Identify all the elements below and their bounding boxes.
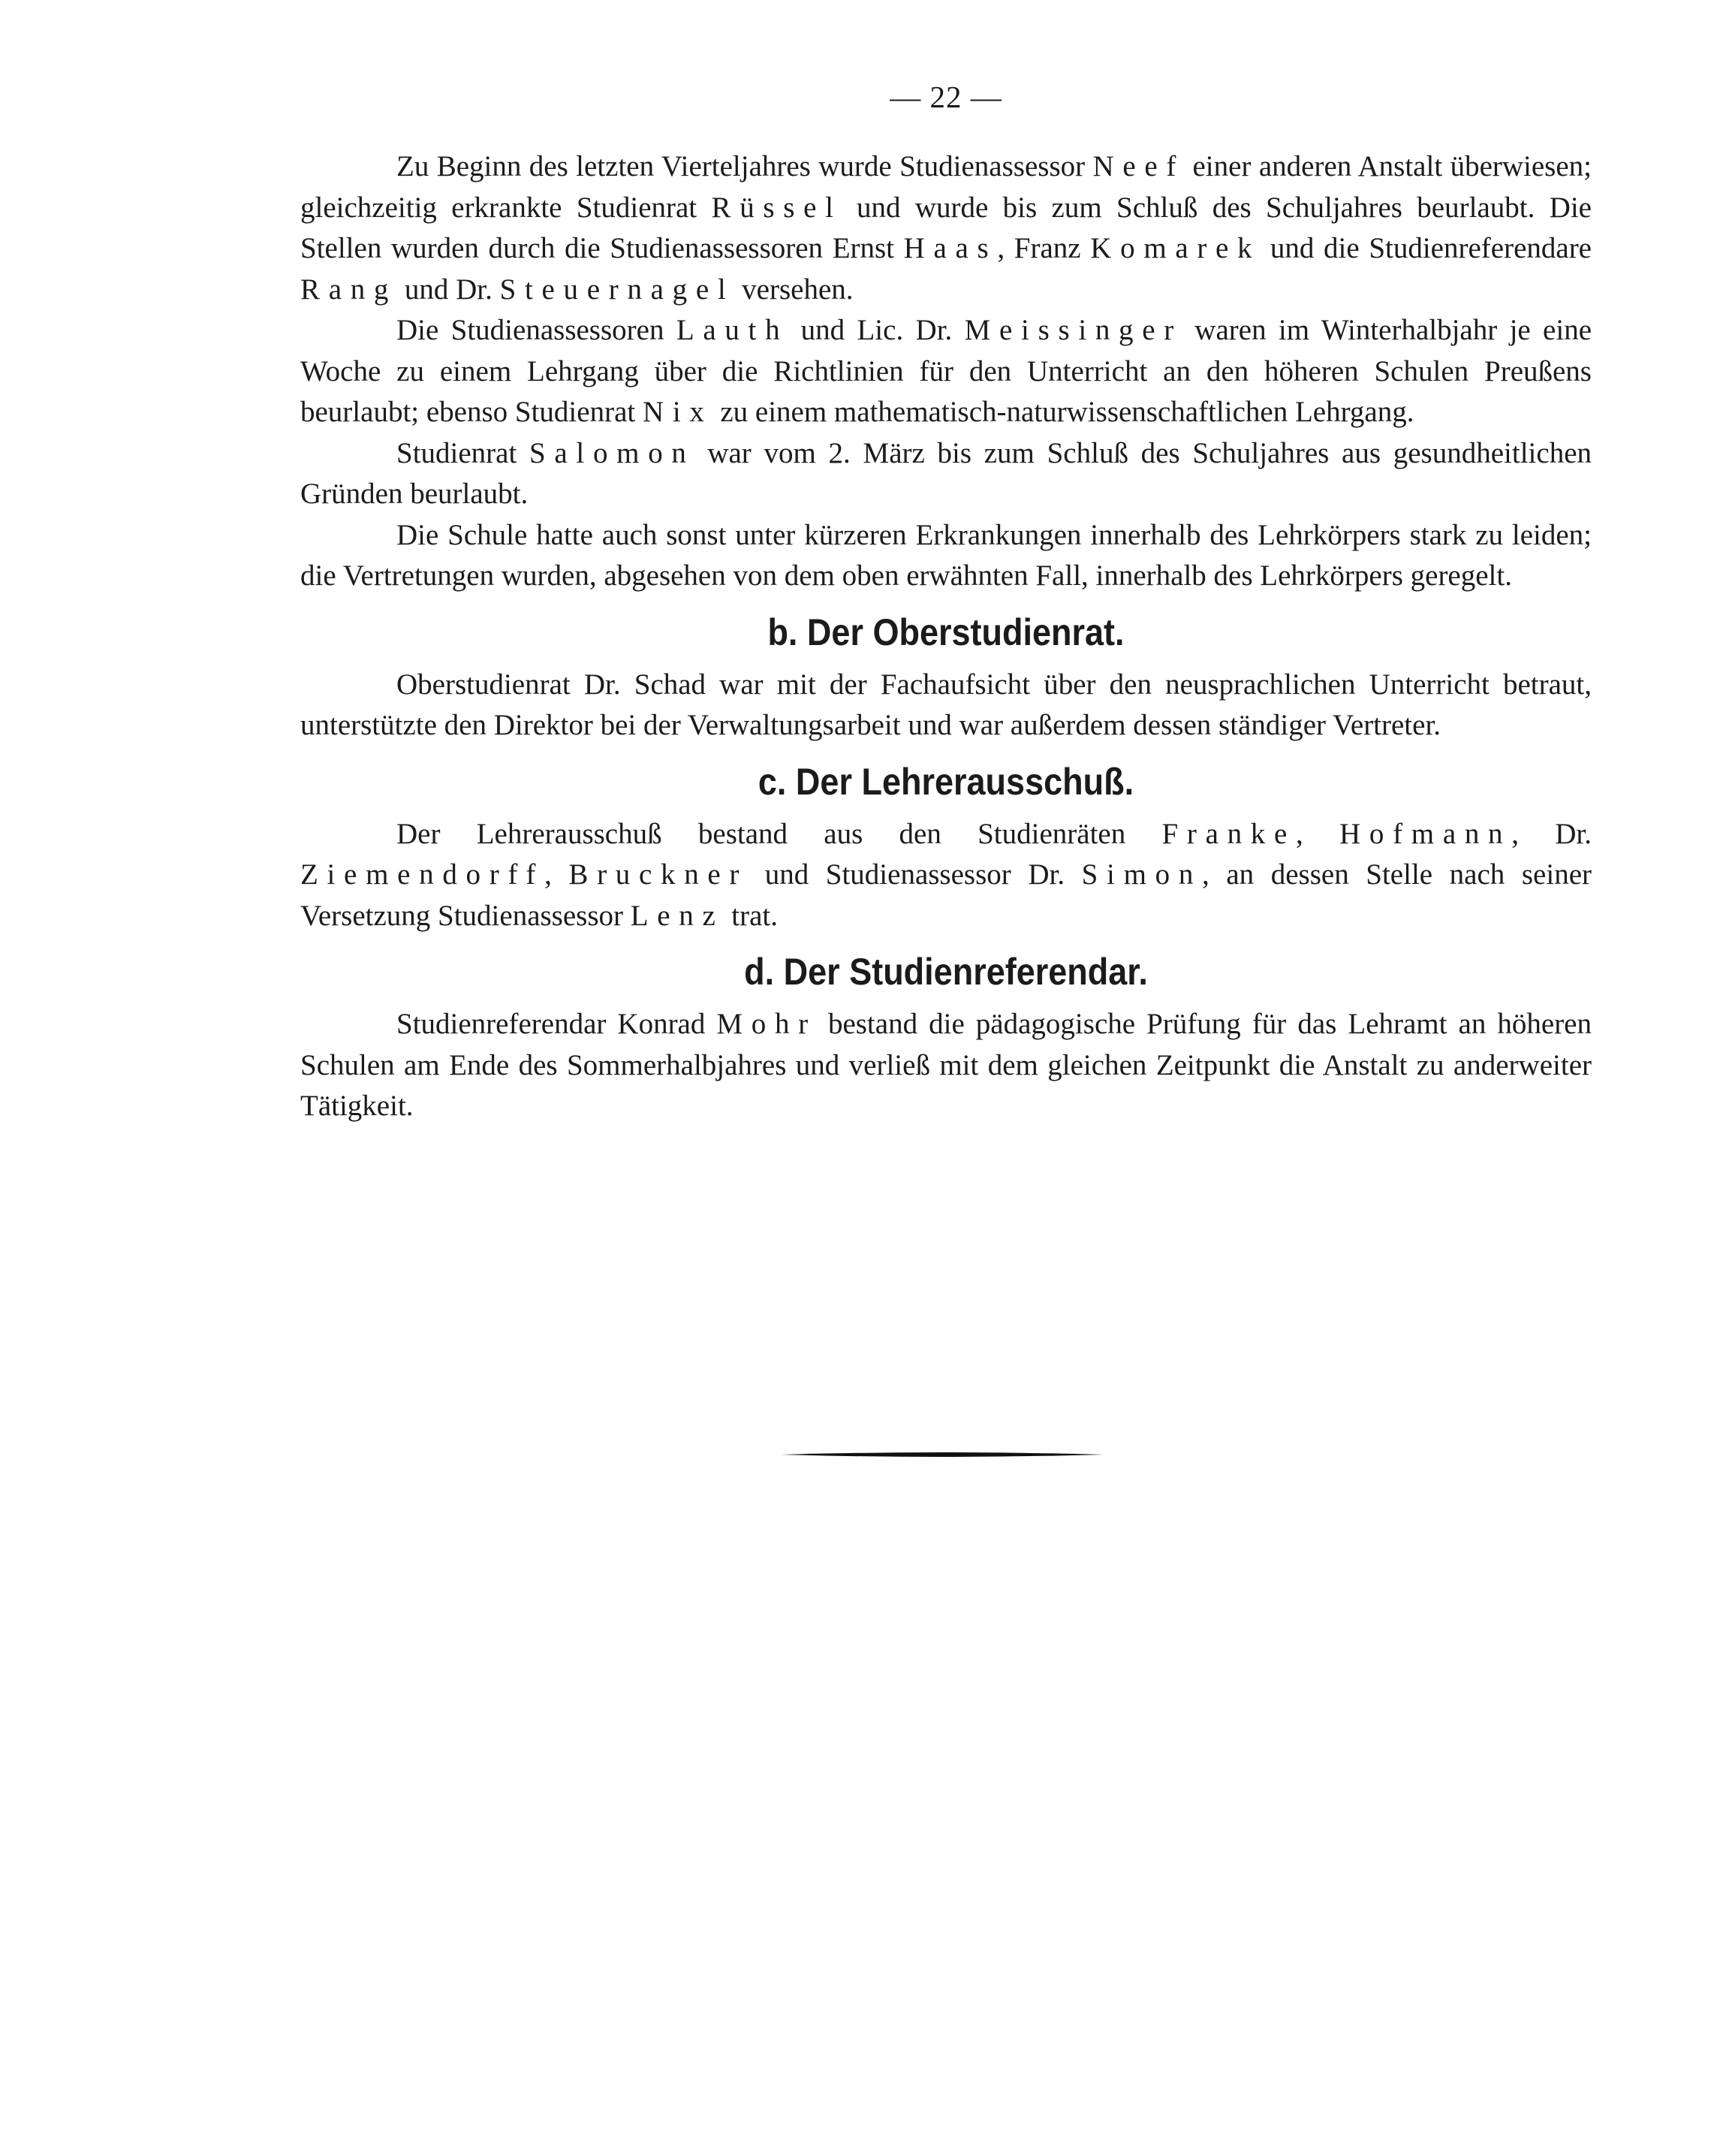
spaced-name: Simon xyxy=(1081,858,1203,891)
spaced-name: Haas xyxy=(903,232,998,264)
paragraph-oberstudienrat xyxy=(300,665,1592,746)
paragraph-studienreferendar xyxy=(300,1004,1592,1127)
page-number: — 22 — xyxy=(890,80,1002,114)
text-run: waren im Winterhalbjahr je eine Woche zu einem Lehrgang über die Richtlinien für den Unterricht an den höheren Schulen Preußens beurlaubt; ebenso Studienrat xyxy=(300,314,1592,428)
spaced-name: Meissinger xyxy=(964,314,1182,346)
spaced-name: Rüssel xyxy=(711,191,842,224)
text-run: einer anderen Anstalt überwiesen; gleichzeitig erkrankte Studienrat xyxy=(300,150,1592,224)
spaced-name: Bruckner xyxy=(568,858,749,891)
text-run: versehen. xyxy=(734,273,854,306)
spaced-name: Ziemendorff xyxy=(300,858,545,891)
paragraph-staff-changes xyxy=(300,146,1592,310)
text-run: , Franz xyxy=(997,232,1091,264)
spaced-name: Salomon xyxy=(529,436,695,469)
text-run: und Lic. Dr. xyxy=(788,314,965,346)
spaced-name: Lenz xyxy=(630,899,724,932)
spaced-name: Nix xyxy=(642,396,713,428)
text-run: Der Lehrerausschuß bestand aus den Studienräten xyxy=(396,817,1162,850)
text-run: und wurde bis zum Schluß des Schuljahres beurlaubt. Die Stellen wurden durch die Studienassessoren Ernst xyxy=(300,191,1592,264)
heading-studienreferendar: d. Der Studienreferendar. xyxy=(744,951,1148,993)
spaced-name: Komarek xyxy=(1090,232,1261,264)
spaced-name: Hofmann xyxy=(1339,817,1512,850)
text-run: und Dr. xyxy=(397,273,500,306)
spaced-name: Neef xyxy=(1092,150,1185,182)
text-run: , Dr. xyxy=(1511,817,1592,850)
text-run: Die Schule hatte auch sonst unter kürzeren Erkrankungen innerhalb des Lehrkörpers stark zu leiden; die Vertretungen wurden, abgesehen von dem oben erwähnten Fall, innerhalb des Lehrkörpers geregelt. xyxy=(300,518,1592,592)
text-run: , xyxy=(1296,817,1340,850)
text-run: Studienreferendar Konrad xyxy=(396,1008,717,1040)
page-content xyxy=(300,79,1592,1127)
text-run: zu einem mathematisch-naturwissenschaftlichen Lehrgang. xyxy=(712,396,1414,428)
section-end-rule xyxy=(781,1451,1104,1458)
text-run: und Studienassessor Dr. xyxy=(748,858,1082,891)
heading-lehrerausschuss: c. Der Lehrerausschuß. xyxy=(758,760,1134,803)
text-run: Oberstudienrat Dr. Schad war mit der Fachaufsicht über den neusprachlichen Unterricht betraut, unterstützte den Direktor bei der Verwaltungsarbeit und war außerdem dessen ständiger Vertreter. xyxy=(300,668,1592,741)
text-run: Studienrat xyxy=(396,436,530,469)
spaced-name: Steuernagel xyxy=(499,273,735,306)
text-run: Die Studienassessoren xyxy=(396,314,676,346)
text-run: , xyxy=(544,858,569,891)
heading-oberstudienrat: b. Der Oberstudienrat. xyxy=(767,611,1125,653)
spaced-name: Mohr xyxy=(716,1008,817,1040)
paragraph-lehrerausschuss xyxy=(300,814,1592,937)
text-run: , an dessen Stelle nach seiner Versetzung Studienassessor xyxy=(300,858,1592,932)
text-run: und die Studienreferendare xyxy=(1261,232,1592,264)
paragraph-training-courses xyxy=(300,310,1592,433)
text-run: bestand die pädagogische Prüfung für das Lehramt an höheren Schulen am Ende des Sommerhalbjahres und verließ mit dem gleichen Zeitpunkt die Anstalt zu anderweiter Tätigkeit. xyxy=(300,1008,1592,1122)
paragraph-illness xyxy=(300,515,1592,597)
text-run: Zu Beginn des letzten Vierteljahres wurde Studienassessor xyxy=(396,150,1093,182)
spaced-name: Lauth xyxy=(676,314,789,346)
paragraph-leave xyxy=(300,433,1592,515)
spaced-name: Franke xyxy=(1161,817,1297,850)
text-run: war vom 2. März bis zum Schluß des Schuljahres aus gesundheitlichen Gründen beurlaubt. xyxy=(300,436,1592,510)
spaced-name: Rang xyxy=(300,273,398,306)
text-run: trat. xyxy=(724,899,778,932)
